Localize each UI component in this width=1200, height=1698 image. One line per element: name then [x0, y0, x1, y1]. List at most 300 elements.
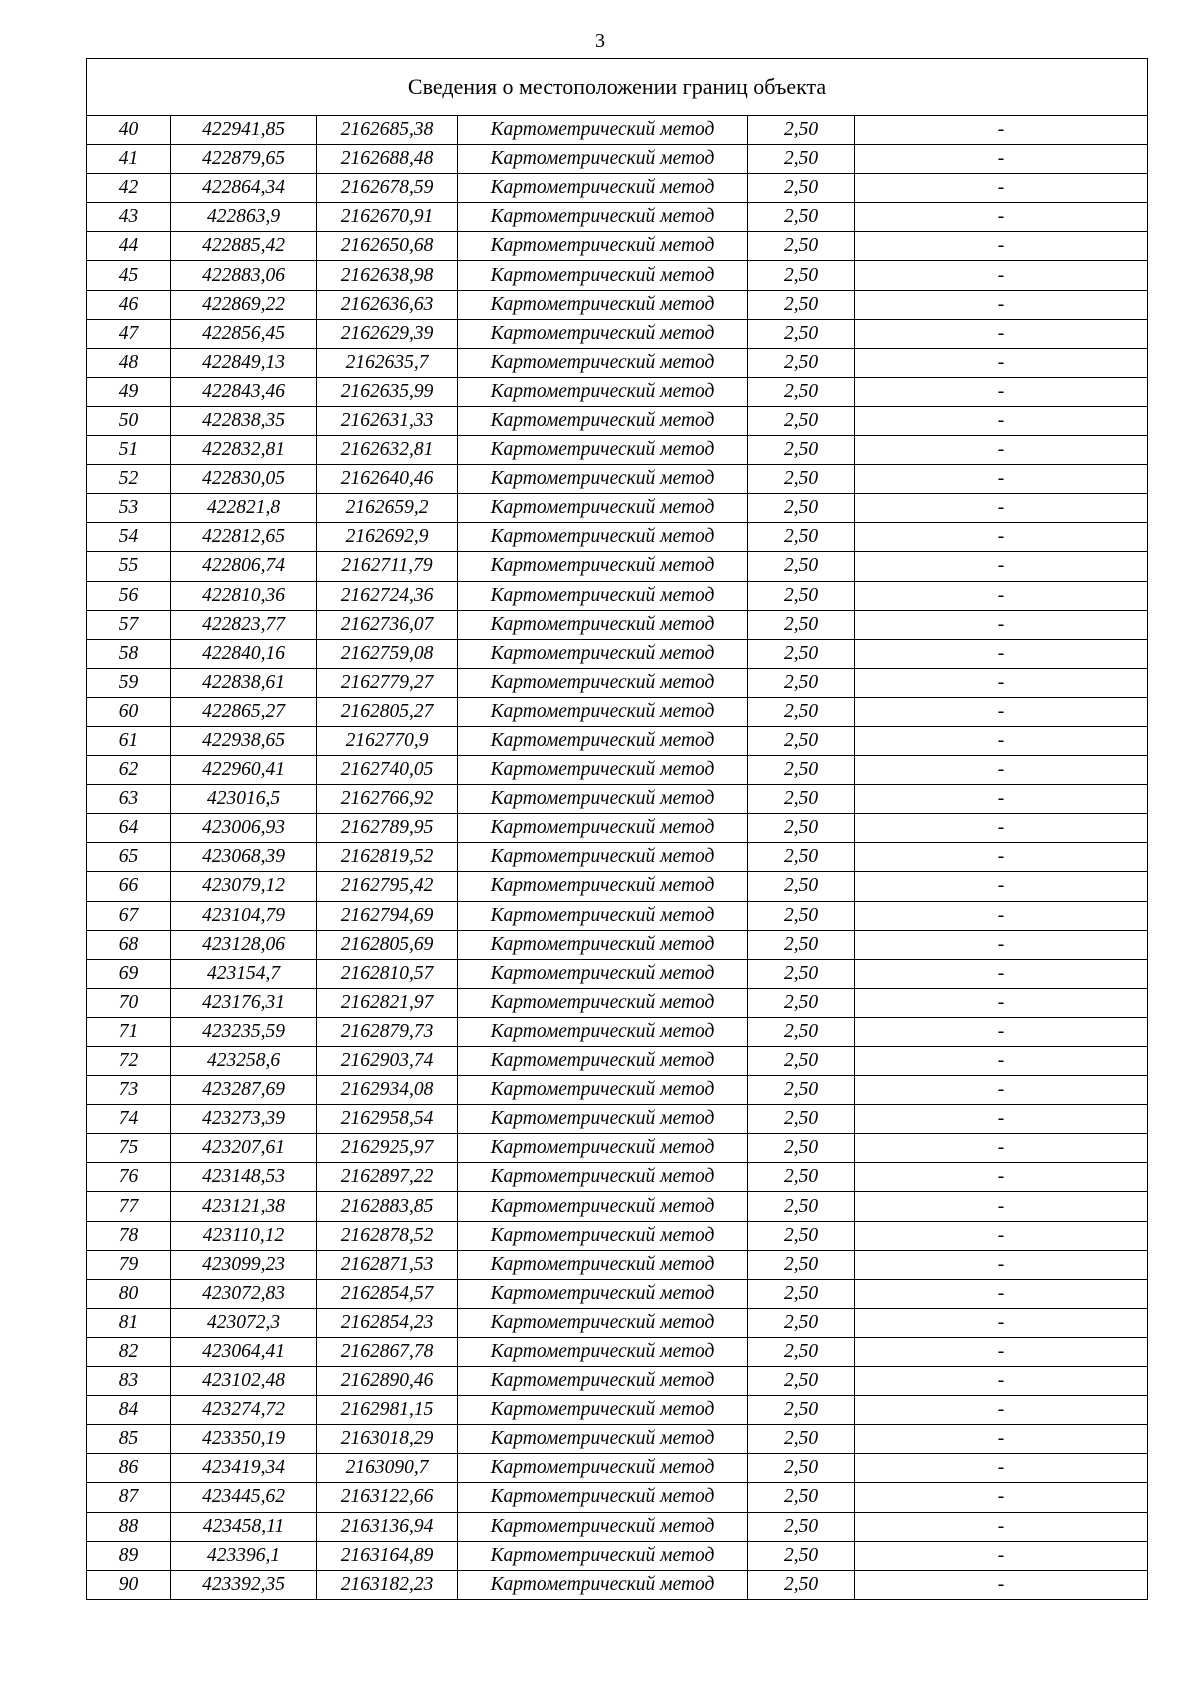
x-coordinate-cell: 423458,11 — [171, 1512, 317, 1541]
y-coordinate-cell: 2162736,07 — [317, 610, 458, 639]
description-cell: - — [855, 610, 1148, 639]
method-cell: Картометрический метод — [458, 1279, 748, 1308]
description-cell: - — [855, 959, 1148, 988]
method-cell: Картометрический метод — [458, 988, 748, 1017]
x-coordinate-cell: 422823,77 — [171, 610, 317, 639]
description-cell: - — [855, 901, 1148, 930]
method-cell: Картометрический метод — [458, 756, 748, 785]
x-coordinate-cell: 422863,9 — [171, 203, 317, 232]
table-row — [87, 1337, 1148, 1366]
y-coordinate-cell: 2162805,27 — [317, 697, 458, 726]
accuracy-cell: 2,50 — [748, 843, 855, 872]
point-number-cell: 80 — [87, 1279, 171, 1308]
description-cell: - — [855, 1047, 1148, 1076]
method-cell: Картометрический метод — [458, 1163, 748, 1192]
point-number-cell: 82 — [87, 1337, 171, 1366]
x-coordinate-cell: 422838,35 — [171, 406, 317, 435]
y-coordinate-cell: 2162871,53 — [317, 1250, 458, 1279]
description-cell: - — [855, 523, 1148, 552]
description-cell: - — [855, 1076, 1148, 1105]
accuracy-cell: 2,50 — [748, 552, 855, 581]
point-number-cell: 71 — [87, 1017, 171, 1046]
method-cell: Картометрический метод — [458, 872, 748, 901]
table-row — [87, 581, 1148, 610]
x-coordinate-cell: 423099,23 — [171, 1250, 317, 1279]
description-cell: - — [855, 697, 1148, 726]
accuracy-cell: 2,50 — [748, 610, 855, 639]
y-coordinate-cell: 2163136,94 — [317, 1512, 458, 1541]
y-coordinate-cell: 2162635,7 — [317, 348, 458, 377]
x-coordinate-cell: 422812,65 — [171, 523, 317, 552]
accuracy-cell: 2,50 — [748, 261, 855, 290]
method-cell: Картометрический метод — [458, 930, 748, 959]
accuracy-cell: 2,50 — [748, 872, 855, 901]
table-row — [87, 1163, 1148, 1192]
y-coordinate-cell: 2162879,73 — [317, 1017, 458, 1046]
accuracy-cell: 2,50 — [748, 639, 855, 668]
point-number-cell: 40 — [87, 116, 171, 145]
x-coordinate-cell: 422869,22 — [171, 290, 317, 319]
table-row — [87, 988, 1148, 1017]
x-coordinate-cell: 422843,46 — [171, 377, 317, 406]
method-cell: Картометрический метод — [458, 814, 748, 843]
description-cell: - — [855, 116, 1148, 145]
x-coordinate-cell: 422941,85 — [171, 116, 317, 145]
method-cell: Картометрический метод — [458, 1425, 748, 1454]
accuracy-cell: 2,50 — [748, 756, 855, 785]
accuracy-cell: 2,50 — [748, 1541, 855, 1570]
method-cell: Картометрический метод — [458, 581, 748, 610]
accuracy-cell: 2,50 — [748, 1396, 855, 1425]
boundary-coordinates-table — [86, 58, 1148, 1600]
table-row — [87, 1483, 1148, 1512]
y-coordinate-cell: 2162795,42 — [317, 872, 458, 901]
table-row — [87, 610, 1148, 639]
accuracy-cell: 2,50 — [748, 697, 855, 726]
description-cell: - — [855, 1512, 1148, 1541]
method-cell: Картометрический метод — [458, 1134, 748, 1163]
table-row — [87, 1570, 1148, 1599]
method-cell: Картометрический метод — [458, 377, 748, 406]
x-coordinate-cell: 423064,41 — [171, 1337, 317, 1366]
method-cell: Картометрический метод — [458, 261, 748, 290]
x-coordinate-cell: 423445,62 — [171, 1483, 317, 1512]
point-number-cell: 42 — [87, 174, 171, 203]
point-number-cell: 88 — [87, 1512, 171, 1541]
x-coordinate-cell: 422838,61 — [171, 668, 317, 697]
method-cell: Картометрический метод — [458, 1396, 748, 1425]
description-cell: - — [855, 785, 1148, 814]
method-cell: Картометрический метод — [458, 348, 748, 377]
y-coordinate-cell: 2163122,66 — [317, 1483, 458, 1512]
method-cell: Картометрический метод — [458, 523, 748, 552]
point-number-cell: 41 — [87, 145, 171, 174]
table-row — [87, 843, 1148, 872]
point-number-cell: 62 — [87, 756, 171, 785]
x-coordinate-cell: 422810,36 — [171, 581, 317, 610]
point-number-cell: 50 — [87, 406, 171, 435]
method-cell: Картометрический метод — [458, 1512, 748, 1541]
point-number-cell: 67 — [87, 901, 171, 930]
description-cell: - — [855, 1541, 1148, 1570]
x-coordinate-cell: 422879,65 — [171, 145, 317, 174]
method-cell: Картометрический метод — [458, 1221, 748, 1250]
x-coordinate-cell: 423110,12 — [171, 1221, 317, 1250]
point-number-cell: 59 — [87, 668, 171, 697]
table-row — [87, 668, 1148, 697]
table-row — [87, 465, 1148, 494]
x-coordinate-cell: 423006,93 — [171, 814, 317, 843]
description-cell: - — [855, 436, 1148, 465]
accuracy-cell: 2,50 — [748, 465, 855, 494]
table-row — [87, 1425, 1148, 1454]
y-coordinate-cell: 2163164,89 — [317, 1541, 458, 1570]
table-row — [87, 1308, 1148, 1337]
description-cell: - — [855, 261, 1148, 290]
accuracy-cell: 2,50 — [748, 377, 855, 406]
description-cell: - — [855, 1279, 1148, 1308]
method-cell: Картометрический метод — [458, 639, 748, 668]
description-cell: - — [855, 988, 1148, 1017]
method-cell: Картометрический метод — [458, 1541, 748, 1570]
y-coordinate-cell: 2162711,79 — [317, 552, 458, 581]
x-coordinate-cell: 423016,5 — [171, 785, 317, 814]
method-cell: Картометрический метод — [458, 1047, 748, 1076]
point-number-cell: 83 — [87, 1367, 171, 1396]
y-coordinate-cell: 2162890,46 — [317, 1367, 458, 1396]
description-cell: - — [855, 290, 1148, 319]
description-cell: - — [855, 406, 1148, 435]
y-coordinate-cell: 2162794,69 — [317, 901, 458, 930]
point-number-cell: 55 — [87, 552, 171, 581]
x-coordinate-cell: 423154,7 — [171, 959, 317, 988]
table-row — [87, 116, 1148, 145]
table-row — [87, 1192, 1148, 1221]
point-number-cell: 51 — [87, 436, 171, 465]
y-coordinate-cell: 2162883,85 — [317, 1192, 458, 1221]
accuracy-cell: 2,50 — [748, 523, 855, 552]
method-cell: Картометрический метод — [458, 610, 748, 639]
table-body — [87, 116, 1148, 1600]
x-coordinate-cell: 422832,81 — [171, 436, 317, 465]
accuracy-cell: 2,50 — [748, 1250, 855, 1279]
point-number-cell: 85 — [87, 1425, 171, 1454]
accuracy-cell: 2,50 — [748, 436, 855, 465]
accuracy-cell: 2,50 — [748, 145, 855, 174]
y-coordinate-cell: 2162659,2 — [317, 494, 458, 523]
table-row — [87, 1396, 1148, 1425]
accuracy-cell: 2,50 — [748, 494, 855, 523]
method-cell: Картометрический метод — [458, 668, 748, 697]
accuracy-cell: 2,50 — [748, 1483, 855, 1512]
x-coordinate-cell: 423102,48 — [171, 1367, 317, 1396]
point-number-cell: 52 — [87, 465, 171, 494]
point-number-cell: 65 — [87, 843, 171, 872]
table-row — [87, 1512, 1148, 1541]
method-cell: Картометрический метод — [458, 1076, 748, 1105]
y-coordinate-cell: 2162958,54 — [317, 1105, 458, 1134]
table-row — [87, 1105, 1148, 1134]
y-coordinate-cell: 2163018,29 — [317, 1425, 458, 1454]
description-cell: - — [855, 1337, 1148, 1366]
method-cell: Картометрический метод — [458, 1017, 748, 1046]
y-coordinate-cell: 2162631,33 — [317, 406, 458, 435]
description-cell: - — [855, 174, 1148, 203]
description-cell: - — [855, 668, 1148, 697]
description-cell: - — [855, 872, 1148, 901]
table-row — [87, 726, 1148, 755]
method-cell: Картометрический метод — [458, 1250, 748, 1279]
table-title-row — [87, 59, 1148, 116]
accuracy-cell: 2,50 — [748, 726, 855, 755]
x-coordinate-cell: 423258,6 — [171, 1047, 317, 1076]
x-coordinate-cell: 423273,39 — [171, 1105, 317, 1134]
y-coordinate-cell: 2162903,74 — [317, 1047, 458, 1076]
description-cell: - — [855, 1454, 1148, 1483]
description-cell: - — [855, 814, 1148, 843]
table-row — [87, 930, 1148, 959]
description-cell: - — [855, 1134, 1148, 1163]
description-cell: - — [855, 1192, 1148, 1221]
table-row — [87, 348, 1148, 377]
y-coordinate-cell: 2162635,99 — [317, 377, 458, 406]
y-coordinate-cell: 2162810,57 — [317, 959, 458, 988]
method-cell: Картометрический метод — [458, 203, 748, 232]
x-coordinate-cell: 422849,13 — [171, 348, 317, 377]
point-number-cell: 60 — [87, 697, 171, 726]
y-coordinate-cell: 2162819,52 — [317, 843, 458, 872]
x-coordinate-cell: 423148,53 — [171, 1163, 317, 1192]
point-number-cell: 68 — [87, 930, 171, 959]
accuracy-cell: 2,50 — [748, 959, 855, 988]
accuracy-cell: 2,50 — [748, 785, 855, 814]
y-coordinate-cell: 2162897,22 — [317, 1163, 458, 1192]
x-coordinate-cell: 422806,74 — [171, 552, 317, 581]
table-row — [87, 436, 1148, 465]
y-coordinate-cell: 2162636,63 — [317, 290, 458, 319]
point-number-cell: 45 — [87, 261, 171, 290]
y-coordinate-cell: 2163182,23 — [317, 1570, 458, 1599]
x-coordinate-cell: 423068,39 — [171, 843, 317, 872]
description-cell: - — [855, 1105, 1148, 1134]
point-number-cell: 61 — [87, 726, 171, 755]
description-cell: - — [855, 319, 1148, 348]
y-coordinate-cell: 2162685,38 — [317, 116, 458, 145]
table-row — [87, 494, 1148, 523]
description-cell: - — [855, 1308, 1148, 1337]
method-cell: Картометрический метод — [458, 843, 748, 872]
point-number-cell: 87 — [87, 1483, 171, 1512]
y-coordinate-cell: 2162688,48 — [317, 145, 458, 174]
accuracy-cell: 2,50 — [748, 1017, 855, 1046]
y-coordinate-cell: 2162805,69 — [317, 930, 458, 959]
accuracy-cell: 2,50 — [748, 814, 855, 843]
y-coordinate-cell: 2162650,68 — [317, 232, 458, 261]
x-coordinate-cell: 423207,61 — [171, 1134, 317, 1163]
point-number-cell: 44 — [87, 232, 171, 261]
x-coordinate-cell: 422960,41 — [171, 756, 317, 785]
accuracy-cell: 2,50 — [748, 1047, 855, 1076]
accuracy-cell: 2,50 — [748, 1279, 855, 1308]
description-cell: - — [855, 1250, 1148, 1279]
method-cell: Картометрический метод — [458, 1105, 748, 1134]
table-row — [87, 814, 1148, 843]
description-cell: - — [855, 203, 1148, 232]
y-coordinate-cell: 2163090,7 — [317, 1454, 458, 1483]
point-number-cell: 89 — [87, 1541, 171, 1570]
x-coordinate-cell: 423176,31 — [171, 988, 317, 1017]
table-row — [87, 174, 1148, 203]
point-number-cell: 86 — [87, 1454, 171, 1483]
method-cell: Картометрический метод — [458, 145, 748, 174]
accuracy-cell: 2,50 — [748, 1163, 855, 1192]
y-coordinate-cell: 2162789,95 — [317, 814, 458, 843]
point-number-cell: 66 — [87, 872, 171, 901]
description-cell: - — [855, 1367, 1148, 1396]
y-coordinate-cell: 2162878,52 — [317, 1221, 458, 1250]
y-coordinate-cell: 2162632,81 — [317, 436, 458, 465]
table-row — [87, 261, 1148, 290]
y-coordinate-cell: 2162692,9 — [317, 523, 458, 552]
accuracy-cell: 2,50 — [748, 203, 855, 232]
table-row — [87, 785, 1148, 814]
table-row — [87, 406, 1148, 435]
description-cell: - — [855, 348, 1148, 377]
accuracy-cell: 2,50 — [748, 1192, 855, 1221]
y-coordinate-cell: 2162854,23 — [317, 1308, 458, 1337]
description-cell: - — [855, 756, 1148, 785]
x-coordinate-cell: 423396,1 — [171, 1541, 317, 1570]
x-coordinate-cell: 423419,34 — [171, 1454, 317, 1483]
accuracy-cell: 2,50 — [748, 1454, 855, 1483]
x-coordinate-cell: 423287,69 — [171, 1076, 317, 1105]
x-coordinate-cell: 422885,42 — [171, 232, 317, 261]
method-cell: Картометрический метод — [458, 552, 748, 581]
method-cell: Картометрический метод — [458, 785, 748, 814]
point-number-cell: 90 — [87, 1570, 171, 1599]
accuracy-cell: 2,50 — [748, 1221, 855, 1250]
y-coordinate-cell: 2162934,08 — [317, 1076, 458, 1105]
y-coordinate-cell: 2162981,15 — [317, 1396, 458, 1425]
x-coordinate-cell: 423072,83 — [171, 1279, 317, 1308]
method-cell: Картометрический метод — [458, 1570, 748, 1599]
point-number-cell: 57 — [87, 610, 171, 639]
x-coordinate-cell: 423392,35 — [171, 1570, 317, 1599]
method-cell: Картометрический метод — [458, 465, 748, 494]
point-number-cell: 75 — [87, 1134, 171, 1163]
method-cell: Картометрический метод — [458, 406, 748, 435]
x-coordinate-cell: 423104,79 — [171, 901, 317, 930]
method-cell: Картометрический метод — [458, 174, 748, 203]
description-cell: - — [855, 145, 1148, 174]
x-coordinate-cell: 423350,19 — [171, 1425, 317, 1454]
y-coordinate-cell: 2162724,36 — [317, 581, 458, 610]
point-number-cell: 70 — [87, 988, 171, 1017]
accuracy-cell: 2,50 — [748, 290, 855, 319]
description-cell: - — [855, 843, 1148, 872]
accuracy-cell: 2,50 — [748, 348, 855, 377]
x-coordinate-cell: 422864,34 — [171, 174, 317, 203]
accuracy-cell: 2,50 — [748, 668, 855, 697]
point-number-cell: 54 — [87, 523, 171, 552]
accuracy-cell: 2,50 — [748, 1076, 855, 1105]
x-coordinate-cell: 422865,27 — [171, 697, 317, 726]
y-coordinate-cell: 2162759,08 — [317, 639, 458, 668]
x-coordinate-cell: 423072,3 — [171, 1308, 317, 1337]
point-number-cell: 72 — [87, 1047, 171, 1076]
description-cell: - — [855, 726, 1148, 755]
accuracy-cell: 2,50 — [748, 1308, 855, 1337]
table-row — [87, 1367, 1148, 1396]
y-coordinate-cell: 2162766,92 — [317, 785, 458, 814]
description-cell: - — [855, 1163, 1148, 1192]
point-number-cell: 49 — [87, 377, 171, 406]
accuracy-cell: 2,50 — [748, 581, 855, 610]
table-row — [87, 639, 1148, 668]
point-number-cell: 53 — [87, 494, 171, 523]
point-number-cell: 78 — [87, 1221, 171, 1250]
accuracy-cell: 2,50 — [748, 232, 855, 261]
description-cell: - — [855, 581, 1148, 610]
table-title: Сведения о местоположении границ объекта — [87, 59, 1148, 116]
description-cell: - — [855, 494, 1148, 523]
y-coordinate-cell: 2162629,39 — [317, 319, 458, 348]
accuracy-cell: 2,50 — [748, 116, 855, 145]
accuracy-cell: 2,50 — [748, 319, 855, 348]
accuracy-cell: 2,50 — [748, 1512, 855, 1541]
accuracy-cell: 2,50 — [748, 1337, 855, 1366]
accuracy-cell: 2,50 — [748, 1570, 855, 1599]
x-coordinate-cell: 423235,59 — [171, 1017, 317, 1046]
point-number-cell: 64 — [87, 814, 171, 843]
table-row — [87, 1221, 1148, 1250]
method-cell: Картометрический метод — [458, 290, 748, 319]
point-number-cell: 79 — [87, 1250, 171, 1279]
point-number-cell: 63 — [87, 785, 171, 814]
method-cell: Картометрический метод — [458, 1308, 748, 1337]
y-coordinate-cell: 2162867,78 — [317, 1337, 458, 1366]
y-coordinate-cell: 2162670,91 — [317, 203, 458, 232]
x-coordinate-cell: 423128,06 — [171, 930, 317, 959]
table-row — [87, 1076, 1148, 1105]
point-number-cell: 47 — [87, 319, 171, 348]
point-number-cell: 43 — [87, 203, 171, 232]
point-number-cell: 48 — [87, 348, 171, 377]
accuracy-cell: 2,50 — [748, 930, 855, 959]
method-cell: Картометрический метод — [458, 116, 748, 145]
point-number-cell: 56 — [87, 581, 171, 610]
description-cell: - — [855, 1396, 1148, 1425]
x-coordinate-cell: 422840,16 — [171, 639, 317, 668]
table-row — [87, 1017, 1148, 1046]
y-coordinate-cell: 2162854,57 — [317, 1279, 458, 1308]
description-cell: - — [855, 1570, 1148, 1599]
table-row — [87, 1279, 1148, 1308]
method-cell: Картометрический метод — [458, 726, 748, 755]
x-coordinate-cell: 423274,72 — [171, 1396, 317, 1425]
accuracy-cell: 2,50 — [748, 174, 855, 203]
table-row — [87, 1541, 1148, 1570]
x-coordinate-cell: 423079,12 — [171, 872, 317, 901]
table-row — [87, 1047, 1148, 1076]
method-cell: Картометрический метод — [458, 436, 748, 465]
point-number-cell: 81 — [87, 1308, 171, 1337]
point-number-cell: 76 — [87, 1163, 171, 1192]
y-coordinate-cell: 2162779,27 — [317, 668, 458, 697]
table-row — [87, 290, 1148, 319]
point-number-cell: 84 — [87, 1396, 171, 1425]
point-number-cell: 58 — [87, 639, 171, 668]
